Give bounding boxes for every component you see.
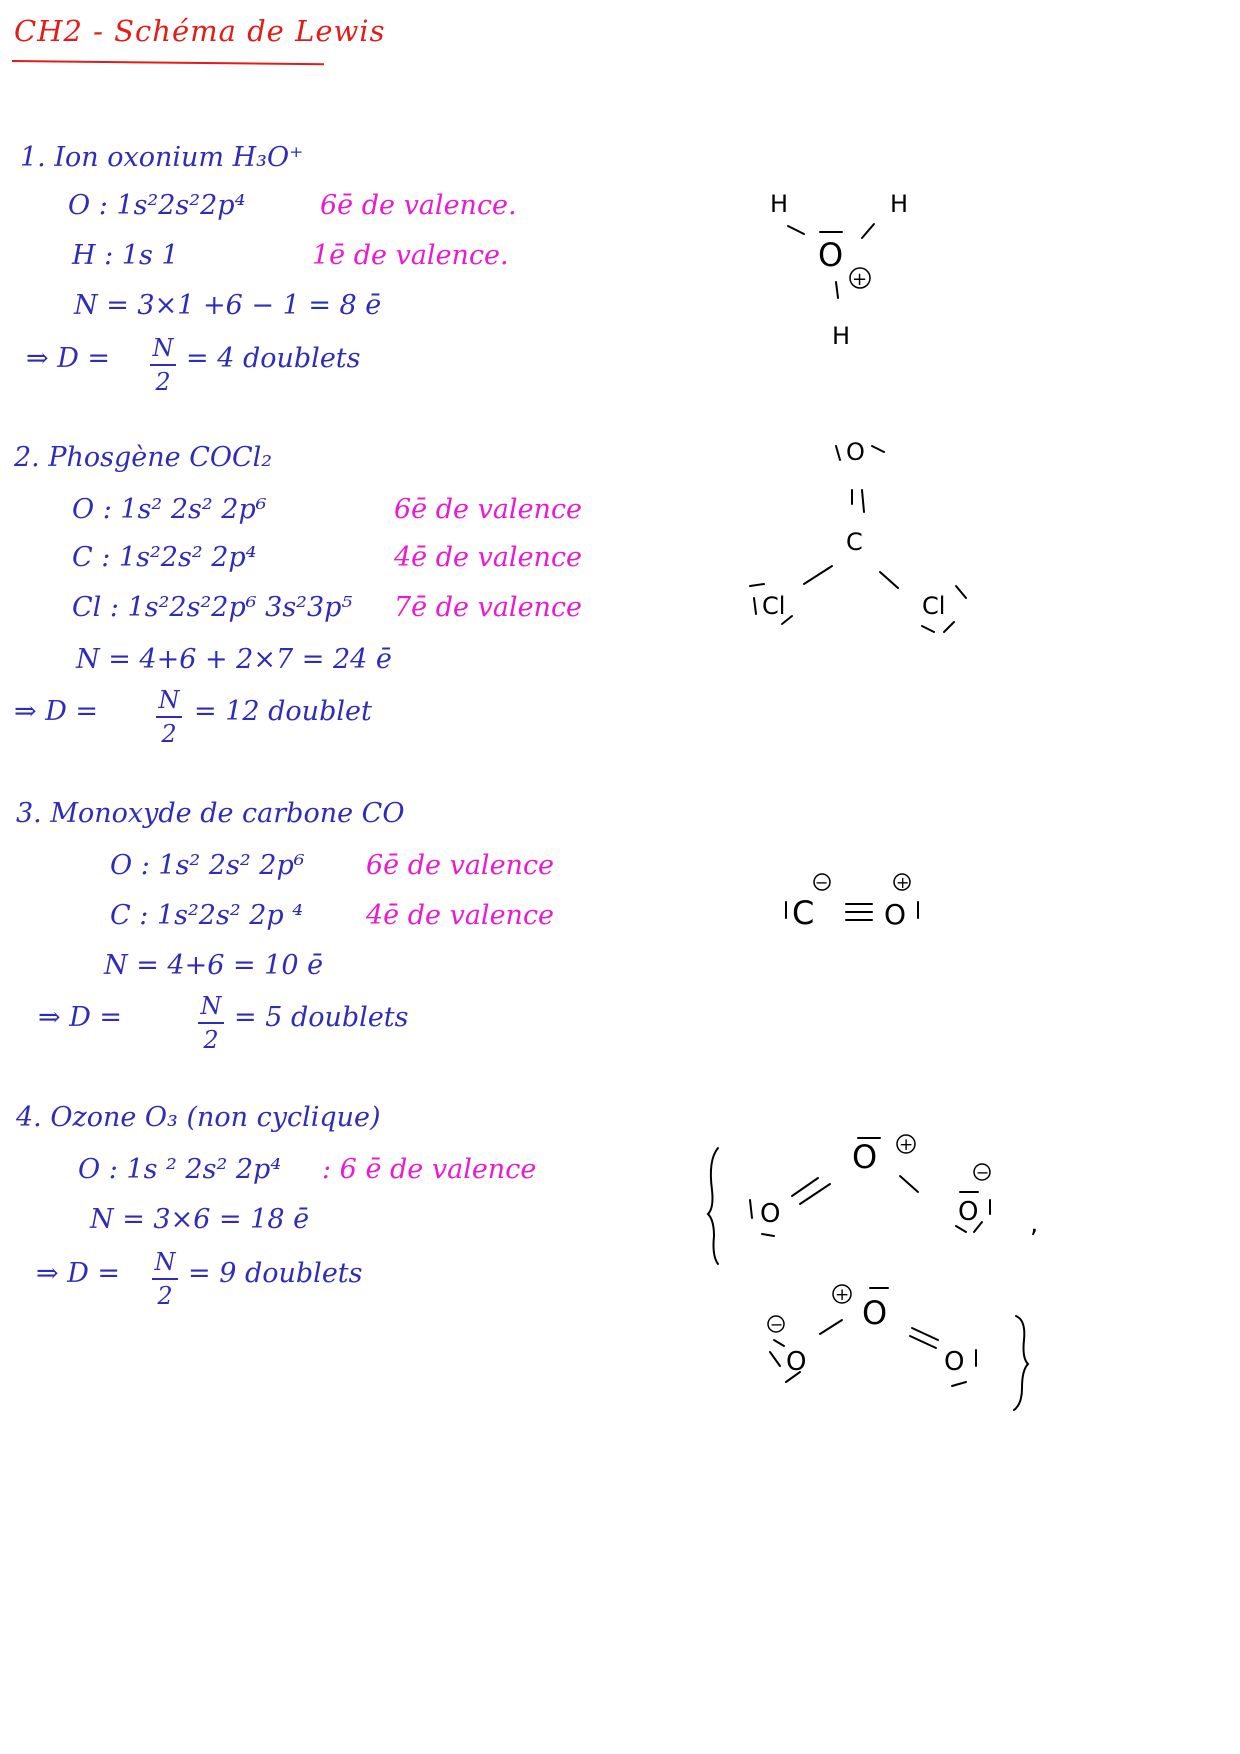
lewis-co (786, 873, 918, 932)
lewis-h3o (770, 190, 908, 350)
o3-form2-right-pair-bottom (952, 1382, 966, 1386)
section-3-line-carbon: C : 1s²2s² 2p ⁴ (110, 900, 304, 931)
section-3-note-carbon: 4ē de valence (366, 900, 555, 931)
o3-form2-minus: − (770, 1315, 784, 1334)
o3-form1-left-pair-side (750, 1200, 752, 1218)
o3-form1-center-oxygen: O (852, 1138, 878, 1176)
o3-form2-left-pair-top (774, 1340, 784, 1346)
h3o-bond-left (788, 226, 804, 234)
section-1-result-prefix: ⇒ D = (26, 343, 111, 374)
section-1-electron-count: N = 3×1 +6 − 1 = 8 ē (74, 290, 382, 321)
section-1-line-oxygen: O : 1s²2s²2p⁴ (68, 190, 246, 221)
h3o-bond-bottom (836, 282, 838, 298)
o3-form2-plus: + (835, 1285, 850, 1305)
h3o-h-bottom: H (832, 322, 851, 350)
section-4-fraction-denominator: 2 (157, 1282, 173, 1310)
cocl2-o-lone-pair-right (872, 446, 884, 452)
h3o-charge: + (852, 269, 868, 290)
section-4-line-oxygen: O : 1s ² 2s² 2p⁴ (78, 1154, 282, 1185)
o3-form1-double-bond-1 (792, 1178, 818, 1196)
section-3-fraction-numerator: N (200, 992, 222, 1020)
o3-form1-plus: + (899, 1135, 914, 1155)
section-1-heading: 1. Ion oxonium H₃O⁺ (20, 142, 304, 173)
section-3-result-prefix: ⇒ D = (38, 1002, 123, 1033)
o3-form2-center-oxygen: O (862, 1294, 888, 1332)
cocl2-carbon: C (846, 528, 863, 556)
section-2-fraction-numerator: N (158, 686, 180, 714)
o3-form1-left-oxygen: O (760, 1199, 781, 1229)
page-title: CH2 - Schéma de Lewis (14, 14, 386, 48)
section-3-fraction-denominator: 2 (203, 1026, 219, 1054)
section-1-note-hydrogen: 1ē de valence. (312, 240, 509, 271)
co-o-charge: + (896, 873, 910, 892)
section-4-electron-count: N = 3×6 = 18 ē (90, 1204, 310, 1235)
o3-form1-right-oxygen: O (958, 1197, 979, 1227)
cocl2-bond-right (880, 572, 898, 588)
section-3-line-oxygen: O : 1s² 2s² 2p⁶ (110, 850, 305, 881)
h3o-h-right: H (890, 190, 909, 218)
section-3-result-suffix: = 5 doublets (234, 1002, 409, 1033)
cocl2-double-bond-2 (862, 490, 864, 512)
section-4-result-prefix: ⇒ D = (36, 1258, 121, 1289)
o3-form2-right-oxygen: O (944, 1347, 965, 1377)
o3-form2-single-bond (820, 1320, 842, 1334)
cocl2-cl-right-pair-bottom-1 (922, 626, 934, 632)
o3-form2-left-pair-side (770, 1352, 780, 1366)
lewis-cocl2 (750, 438, 966, 632)
cocl2-chlorine-left: Cl (762, 592, 786, 620)
o3-form1-left-pair-bottom (762, 1234, 774, 1236)
section-2-line-chlorine: Cl : 1s²2s²2p⁶ 3s²3p⁵ (72, 592, 353, 623)
section-4-note-oxygen: : 6 ē de valence (322, 1154, 537, 1185)
section-2-electron-count: N = 4+6 + 2×7 = 24 ē (76, 644, 392, 675)
section-2-line-carbon: C : 1s²2s² 2p⁴ (72, 542, 257, 573)
co-c-charge: − (815, 873, 829, 892)
o3-brace-left (708, 1148, 718, 1264)
section-4-result-suffix: = 9 doublets (188, 1258, 363, 1289)
h3o-h-left: H (770, 190, 789, 218)
o3-brace-right (1014, 1316, 1028, 1410)
cocl2-cl-left-pair-side (754, 598, 756, 614)
section-2-heading: 2. Phosgène COCl₂ (14, 442, 273, 473)
o3-form2-left-oxygen: O (786, 1347, 807, 1377)
section-1-note-oxygen: 6ē de valence. (320, 190, 517, 221)
section-2-fraction-denominator: 2 (161, 720, 177, 748)
section-4-fraction-numerator: N (154, 1248, 176, 1276)
cocl2-chlorine-right: Cl (922, 592, 946, 620)
section-1-result-suffix: = 4 doublets (186, 343, 361, 374)
cocl2-cl-right-pair-bottom-2 (944, 622, 954, 632)
cocl2-cl-right-pair-top (956, 586, 966, 598)
section-3-electron-count: N = 4+6 = 10 ē (104, 950, 324, 981)
lewis-o3 (708, 1135, 1038, 1410)
section-2-note-chlorine: 7ē de valence (394, 592, 583, 623)
section-1-fraction-denominator: 2 (155, 368, 171, 396)
section-2-note-oxygen: 6ē de valence (394, 494, 583, 525)
section-3-note-oxygen: 6ē de valence (366, 850, 555, 881)
section-4-heading: 4. Ozone O₃ (non cyclique) (16, 1102, 381, 1133)
co-carbon: C (792, 894, 815, 932)
section-2-line-oxygen: O : 1s² 2s² 2p⁶ (72, 494, 267, 525)
cocl2-cl-left-pair-top (750, 584, 764, 586)
section-3-heading: 3. Monoxyde de carbone CO (16, 798, 405, 829)
cocl2-bond-left (804, 566, 832, 584)
section-1-line-hydrogen: H : 1s 1 (72, 240, 179, 271)
o3-form1-minus: − (976, 1163, 990, 1182)
h3o-oxygen: O (818, 236, 844, 274)
section-2-result-prefix: ⇒ D = (14, 696, 99, 727)
h3o-bond-right (862, 224, 874, 238)
cocl2-oxygen: O (846, 438, 865, 466)
co-oxygen: O (884, 898, 907, 931)
o3-separator: , (1030, 1209, 1039, 1239)
o3-form1-single-bond (900, 1176, 918, 1192)
section-2-result-suffix: = 12 doublet (194, 696, 372, 727)
cocl2-o-lone-pair-left (836, 446, 840, 460)
section-1-fraction-numerator: N (152, 334, 174, 362)
section-2-note-carbon: 4ē de valence (394, 542, 583, 573)
